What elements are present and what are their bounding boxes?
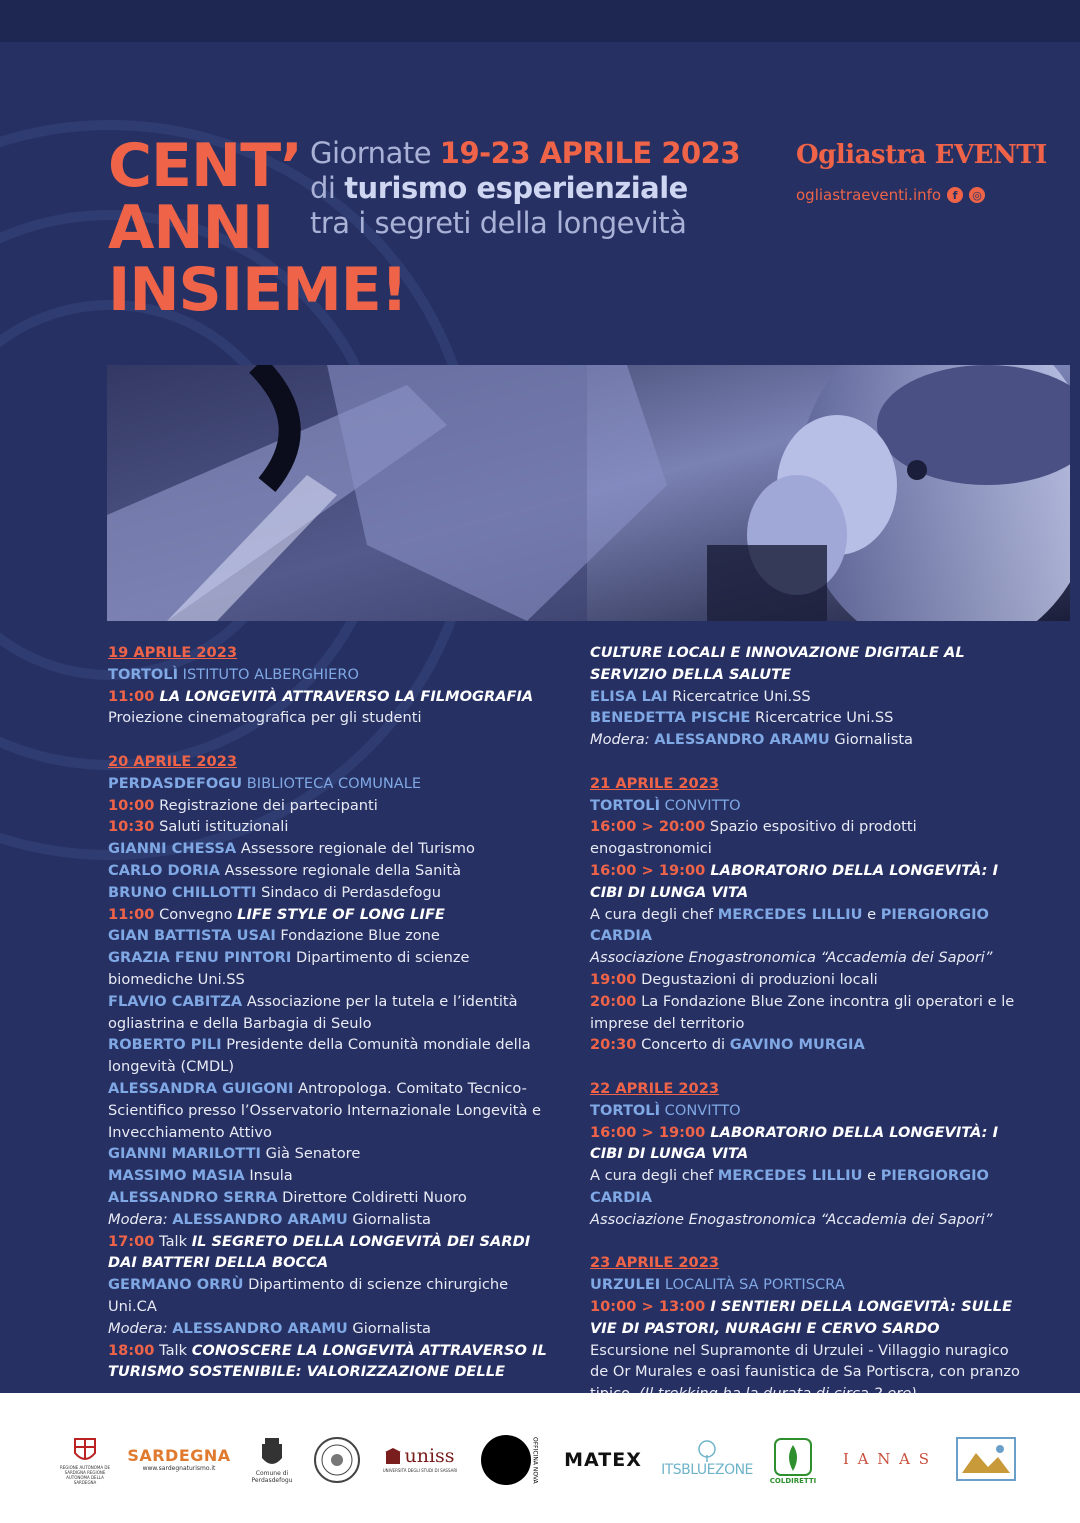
venue-name: ISTITUTO ALBERGHIERO [178,665,360,683]
speaker-name: BENEDETTA PISCHE [590,709,751,727]
speaker-role: Ricercatrice Uni.SS [750,709,894,727]
speaker-role: Assessore regionale del Turismo [236,840,475,858]
logo-university-seal [312,1435,362,1485]
event-description: Saluti istituzionali [154,818,289,836]
logo-sardegna-turismo [128,1443,230,1475]
event-time: 10:00 [108,796,155,814]
coldiretti-emblem-icon [773,1437,813,1477]
speaker-name: ALESSANDRO ARAMU [654,731,830,749]
subtitle-text: di [310,171,345,205]
speaker-name: MERCEDES LILLIU [717,905,863,923]
speaker-name: GIANNI MARILOTTI [108,1145,261,1163]
event-time: 16:00 > 20:00 [590,818,706,836]
venue-name: CONVITTO [660,796,741,814]
speaker-name: PIERGIORGIO CARDIA [590,1167,995,1206]
speaker-name: ROBERTO PILI [108,1036,222,1054]
venue-name: BIBLIOTECA COMUNALE [242,774,422,792]
speaker-role: Giornalista [347,1319,431,1337]
speaker-role: Giornalista [347,1210,431,1228]
logo-text: SARDEGNA [127,1446,231,1465]
logo-text [385,1445,454,1467]
title-line: INSIEME! [108,255,408,325]
event-dates: 19-23 APRILE 2023 [439,136,741,170]
day-heading: 20 APRILE 2023 [108,752,238,770]
speaker-name: ALESSANDRO ARAMU [172,1319,348,1337]
speaker-role: Presidente della Comunità mondiale della longevità (CMDL) [108,1036,536,1076]
day-heading: 21 APRILE 2023 [590,774,720,792]
logo-uniss [382,1441,458,1477]
event-description: A cura degli chef [590,905,718,923]
university-seal-icon [313,1436,361,1484]
event-description: Escursione nel Supramonte di Urzulei - Villaggio nuragico de Or Murales e oasi faunistica de Sa Portiscra, con pranzo [590,1341,1020,1381]
speaker-name: MASSIMO MASIA [108,1167,245,1185]
event-title-text: LABORATORIO DELLA LONGEVITÀ: I CIBI DI LUNGA VITA [590,861,1004,901]
hero-photo [107,365,1070,621]
title-line: CENT’ [108,131,302,201]
event-time: 18:00 [108,1341,155,1359]
speaker-name: GIAN BATTISTA USAI [108,927,276,945]
logo-ianas [834,1445,940,1473]
logo-matex [562,1445,644,1475]
event-title-text: CULTURE LOCALI E INNOVAZIONE DIGITALE AL SERVIZIO DELLA SALUTE [590,644,970,683]
tree-icon [692,1440,722,1462]
event-time: 10:00 > 13:00 [590,1297,706,1315]
venue-town: TORTOLÌ [590,796,661,814]
speaker-name: ELISA LAI [590,687,668,705]
logo-caption: REGIONE AUTONOMA DE SARDIGNA REGIONE AUTONOMA DELLA SARDEGNA [60,1465,110,1485]
event-description: A cura degli chef [590,1167,718,1185]
speaker-role: Assessore regionale della Sanità [220,861,462,879]
instagram-icon[interactable]: ◎ [969,187,985,203]
website-link[interactable]: ogliastraeventi.info [796,186,942,204]
event-title-text: LA LONGEVITÀ ATTRAVERSO LA FILMOGRAFIA [154,687,534,705]
event-description: Registrazione dei partecipanti [154,796,378,814]
event-description: Convegno [154,905,238,923]
logo-regione-sardegna [60,1431,110,1491]
logo-text: MATEX [564,1449,642,1471]
speaker-name: GAVINO MURGIA [729,1036,865,1054]
event-description: Talk [154,1232,192,1250]
event-description: Degustazioni di produzioni locali [636,970,878,988]
moderator-label: Modera: [108,1210,173,1228]
speaker-role: Direttore Coldiretti Nuoro [277,1188,467,1206]
event-title-text: LIFE STYLE OF LONG LIFE [237,905,445,923]
event-time: 19:00 [590,970,637,988]
title-line: ANNI [108,193,274,263]
subtitle-text: tra i segreti della longevità [310,206,687,240]
day-heading: 23 APRILE 2023 [590,1254,720,1272]
speaker-role: Sindaco di Perdasdefogu [256,883,442,901]
speaker-role: Antropologa. Comitato Tecnico-Scientifico presso l’Osservatorio Internazionale Longevità e Invecchiamento Attivo [108,1079,546,1141]
speaker-role: Fondazione Blue zone [275,927,440,945]
website-row [796,186,985,204]
speaker-name: BRUNO CHILLOTTI [108,883,257,901]
top-band [0,0,1080,42]
logo-association-badge [956,1437,1016,1481]
logo-name: uniss [404,1444,455,1467]
speaker-name: GERMANO ORRÙ [108,1276,244,1294]
speaker-name: ALESSANDRA GUIGONI [108,1079,294,1097]
event-subtitle [310,136,740,241]
day-heading: 22 APRILE 2023 [590,1079,720,1097]
venue-town: URZULEI [590,1276,661,1294]
event-time: 17:00 [108,1232,155,1250]
day-heading: 19 APRILE 2023 [108,644,238,661]
logo-officina-nova [476,1434,542,1486]
event-time: 11:00 [108,905,155,923]
speaker-role: Dipartimento di scienze chirurgiche Uni.CA [108,1276,513,1315]
program-right-column [590,642,1030,1405]
subtitle-text: Giornate [310,136,440,170]
conjunction: e [862,1167,881,1185]
brand-logo: Ogliastra EVENTI [796,140,1047,170]
logo-comune-perdasdefogu [250,1431,294,1491]
event-title-text: I SENTIERI DELLA LONGEVITÀ: SULLE VIE DI PASTORI, NURAGHI E CERVO SARDO [590,1297,1018,1337]
event-description: Concerto di [636,1036,730,1054]
speaker-role: Giornalista [829,731,913,749]
speaker-role: Già Senatore [261,1145,361,1163]
speaker-role: Dipartimento di scienze biomediche Uni.SS [108,949,475,988]
speaker-name: CARLO DORIA [108,861,220,879]
event-description: Proiezione cinematografica per gli studenti [108,709,422,727]
logo-caption: www.sardegnaturismo.it [142,1465,216,1472]
event-title-text: LABORATORIO DELLA LONGEVITÀ: I CIBI DI LUNGA VITA [590,1123,1004,1163]
event-description: Spazio espositivo di prodotti enogastronomici [590,818,922,858]
association-name: Associazione Enogastronomica “Accademia dei Sapori” [590,949,993,967]
event-time: 11:00 [108,687,155,705]
event-title-text: IL SEGRETO DELLA LONGEVITÀ DEI SARDI DAI BATTERI DELLA BOCCA [108,1232,536,1272]
speaker-role: Ricercatrice Uni.SS [667,687,811,705]
logo-coldiretti [768,1433,818,1489]
landscape-badge-icon [956,1437,1016,1481]
speaker-role: Insula [244,1167,293,1185]
event-time: 10:30 [108,818,155,836]
event-time: 20:30 [590,1036,637,1054]
venue-town: TORTOLÌ [108,665,179,683]
venue-town: TORTOLÌ [590,1101,661,1119]
program-left-column [108,642,552,1383]
subtitle-highlight: turismo esperienziale [344,171,688,205]
logo-caption: Comune di Perdasdefogu [251,1470,293,1484]
black-circle-logo [480,1434,532,1486]
venue-name: CONVITTO [660,1101,741,1119]
speaker-name: MERCEDES LILLIU [717,1167,863,1185]
event-description: La Fondazione Blue Zone incontra gli operatori e le imprese del territorio [590,992,1019,1032]
speaker-name: FLAVIO CABITZA [108,992,243,1010]
speaker-role: Associazione per la tutela e l’identità ogliastrina e della Barbagia di Seulo [108,992,523,1032]
speaker-name: ALESSANDRO ARAMU [172,1210,348,1228]
event-time: 16:00 > 19:00 [590,861,706,879]
association-name: Associazione Enogastronomica “Accademia dei Sapori” [590,1210,993,1228]
speaker-name: ALESSANDRO SERRA [108,1188,278,1206]
logo-caption: OFFICINA NOVA [531,1436,539,1484]
event-title-text: CONOSCERE LA LONGEVITÀ ATTRAVERSO IL TURISMO SOSTENIBILE: VALORIZZAZIONE DELLE [108,1341,552,1381]
speaker-name: PIERGIORGIO CARDIA [590,905,995,945]
moderator-label: Modera: [590,731,655,749]
logo-text: I A N A S [842,1450,932,1468]
municipal-crest-icon [259,1438,285,1470]
speaker-name: GIANNI CHESSA [108,840,237,858]
logo-text: COLDIRETTI [769,1477,817,1485]
coat-of-arms-icon [73,1437,97,1465]
conjunction: e [862,905,881,923]
venue-name: LOCALITÀ SA PORTISCRA [660,1276,845,1294]
event-time: 16:00 > 19:00 [590,1123,706,1141]
event-description: Talk [154,1341,192,1359]
logo-itsbluezone [662,1433,752,1485]
moderator-label: Modera: [108,1319,173,1337]
venue-town: PERDASDEFOGU [108,774,243,792]
building-icon [385,1448,401,1464]
event-time: 20:00 [590,992,637,1010]
speaker-name: GRAZIA FENU PINTORI [108,949,292,967]
logo-caption: UNIVERSITÀ DEGLI STUDI DI SASSARI [382,1467,458,1473]
sponsor-footer [0,1393,1080,1523]
facebook-icon[interactable]: f [947,187,963,203]
logo-text: ITSBLUEZONE [661,1462,753,1478]
